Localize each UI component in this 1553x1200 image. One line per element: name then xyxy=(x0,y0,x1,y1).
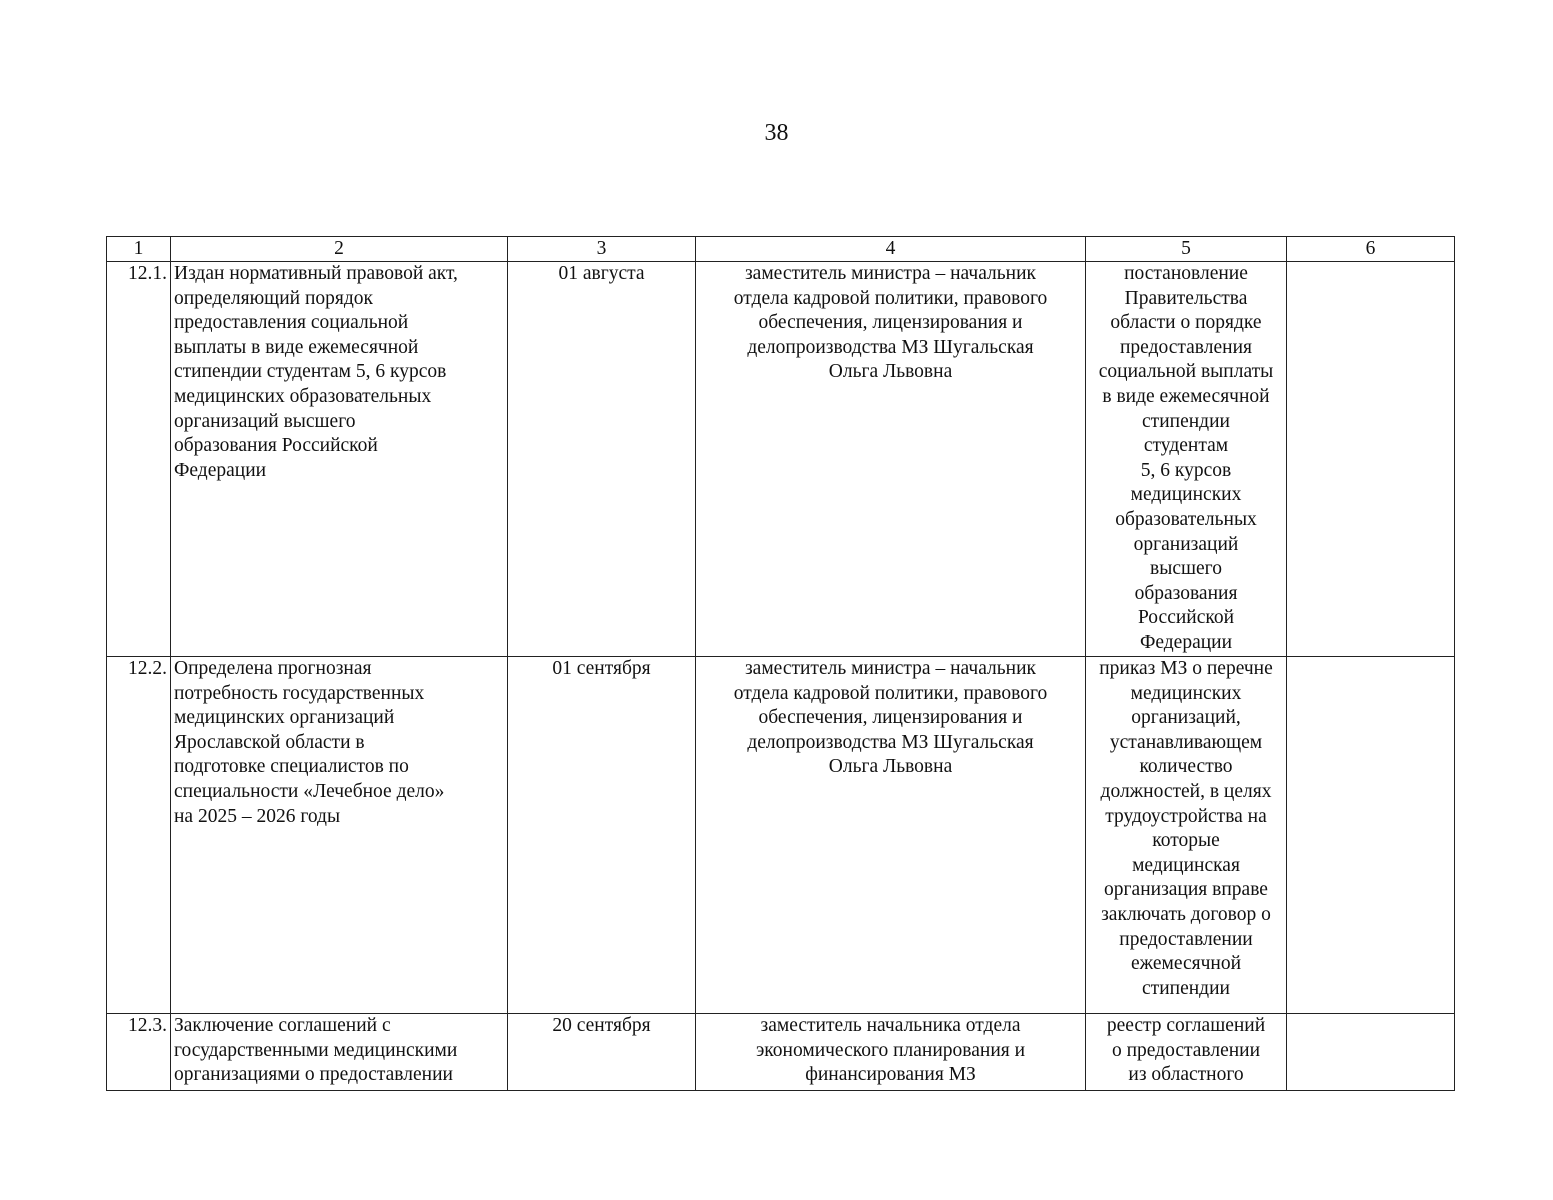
action-text: Издан нормативный правовой акт, определяющий порядок предоставления социальной выплаты в виде ежемесячной стипендии студентам 5, 6 курсов медицинских образовательных организаций высшего образования Российской Федерации xyxy=(174,263,458,481)
responsible-text: заместитель министра – начальник отдела кадровой политики, правового обеспечения, лицензирования и делопроизводства МЗ Шугальская Ольга Львовна xyxy=(733,263,1048,383)
note-cell xyxy=(1287,657,1455,1014)
action-cell xyxy=(171,262,508,657)
date-cell: 20 сентября xyxy=(508,1014,696,1091)
row-number: 12.3. xyxy=(107,1014,171,1091)
row-number: 12.1. xyxy=(107,262,171,657)
table-row xyxy=(107,1014,1455,1091)
action-text: Определена прогнозная потребность государственных медицинских организаций Ярославской области в подготовке специалистов по специальности «Лечебное дело» на 2025 – 2026 годы xyxy=(174,658,445,827)
table-row xyxy=(107,262,1455,657)
responsible-text: заместитель начальника отдела экономического планирования и финансирования МЗ xyxy=(755,1015,1026,1086)
date-cell: 01 сентября xyxy=(508,657,696,1014)
date-cell: 01 августа xyxy=(508,262,696,657)
table-row xyxy=(107,657,1455,1014)
page-number: 38 xyxy=(764,120,789,146)
action-cell xyxy=(171,657,508,1014)
result-text: приказ МЗ о перечне медицинских организаций, устанавливающем количество должностей, в целях трудоустройства на которые медицинская организация вправе заключать договор о предоставлении ежемесячной стипендии xyxy=(1099,658,1273,999)
note-cell xyxy=(1287,1014,1455,1091)
result-cell xyxy=(1086,657,1287,1014)
table-header-row xyxy=(107,237,1455,262)
row-number: 12.2. xyxy=(107,657,171,1014)
result-text: реестр соглашений о предоставлении из областного xyxy=(1106,1015,1266,1086)
responsible-cell xyxy=(696,657,1086,1014)
responsible-cell xyxy=(696,262,1086,657)
action-cell xyxy=(171,1014,508,1091)
action-text: Заключение соглашений с государственными медицинскими организациями о предоставлении xyxy=(174,1015,458,1086)
responsible-cell xyxy=(696,1014,1086,1091)
result-cell xyxy=(1086,262,1287,657)
note-cell xyxy=(1287,262,1455,657)
plan-table xyxy=(106,236,1455,1091)
responsible-text: заместитель министра – начальник отдела кадровой политики, правового обеспечения, лицензирования и делопроизводства МЗ Шугальская Ольга Львовна xyxy=(733,658,1048,778)
result-text: постановление Правительства области о порядке предоставления социальной выплаты в виде ежемесячной стипендии студентам 5, 6 курсов медицинских образовательных организаций высшего образования Российской Федерации xyxy=(1098,263,1274,653)
column-header: 1 xyxy=(107,237,171,262)
column-header: 3 xyxy=(508,237,696,262)
column-header: 4 xyxy=(696,237,1086,262)
column-header: 6 xyxy=(1287,237,1455,262)
column-header: 5 xyxy=(1086,237,1287,262)
column-header: 2 xyxy=(171,237,508,262)
result-cell xyxy=(1086,1014,1287,1091)
